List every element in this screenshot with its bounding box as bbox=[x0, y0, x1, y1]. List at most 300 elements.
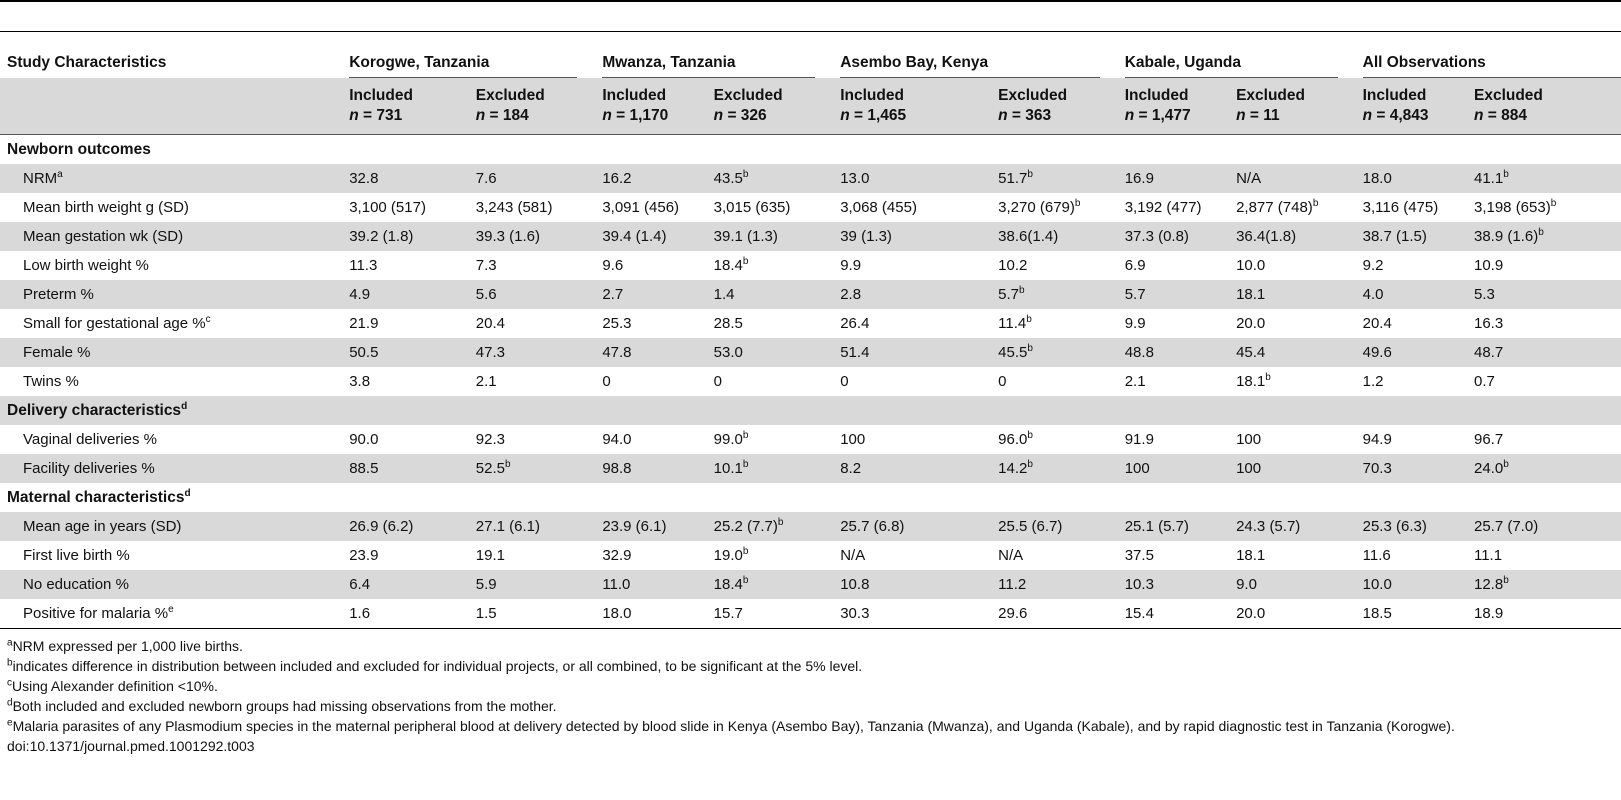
cell-value: N/A bbox=[1236, 170, 1262, 187]
cell-value: 5.6 bbox=[475, 286, 497, 303]
row-label bbox=[0, 599, 342, 629]
row-label bbox=[0, 193, 342, 222]
data-cell bbox=[991, 425, 1118, 454]
data-cell bbox=[991, 280, 1118, 309]
data-cell bbox=[1118, 338, 1229, 367]
subheader-n-value: = 731 bbox=[358, 107, 403, 124]
cell-value: 91.9 bbox=[1124, 431, 1154, 448]
data-cell bbox=[1467, 425, 1621, 454]
cell-value: 21.9 bbox=[349, 315, 379, 332]
data-cell bbox=[469, 570, 596, 599]
cell-value: 12.8 bbox=[1473, 576, 1504, 593]
cell-value: 18.1 bbox=[1236, 373, 1266, 390]
cell-value: 10.9 bbox=[1473, 257, 1504, 274]
cell-value: 1.4 bbox=[713, 286, 735, 303]
data-cell bbox=[595, 222, 706, 251]
cell-value: 100 bbox=[1124, 460, 1150, 477]
cell-value: 0 bbox=[998, 373, 1007, 390]
table-row bbox=[0, 309, 1621, 338]
data-cell bbox=[833, 280, 991, 309]
data-cell bbox=[833, 338, 991, 367]
cell-value: 100 bbox=[840, 431, 866, 448]
row-label bbox=[0, 570, 342, 599]
significance-mark: b bbox=[1550, 198, 1557, 209]
data-cell bbox=[833, 164, 991, 193]
data-cell bbox=[595, 570, 706, 599]
cell-value: 45.4 bbox=[1236, 344, 1266, 361]
data-cell bbox=[1229, 164, 1356, 193]
cell-value: 27.1 (6.1) bbox=[475, 518, 540, 535]
significance-mark: b bbox=[1503, 575, 1509, 586]
cell-value: 25.7 (7.0) bbox=[1473, 518, 1539, 535]
subheader-n-value: = 1,477 bbox=[1134, 107, 1191, 124]
data-cell bbox=[1356, 309, 1467, 338]
site-header-mwanza: Mwanza, Tanzania bbox=[595, 32, 833, 78]
cell-value: 2.8 bbox=[840, 286, 862, 303]
cell-value: 28.5 bbox=[713, 315, 743, 332]
subheader-cell bbox=[595, 78, 706, 135]
cell-value: 26.9 (6.2) bbox=[349, 518, 414, 535]
study-characteristics-table bbox=[0, 32, 1621, 629]
significance-mark: b bbox=[1027, 343, 1033, 354]
data-cell bbox=[707, 541, 834, 570]
subheader-cell bbox=[1229, 78, 1356, 135]
data-cell bbox=[1356, 222, 1467, 251]
footnote-mark: a bbox=[7, 637, 13, 649]
data-cell bbox=[1356, 251, 1467, 280]
cell-value: 13.0 bbox=[840, 170, 870, 187]
data-cell bbox=[707, 338, 834, 367]
section-label: Maternal characteristics bbox=[7, 488, 185, 506]
data-cell bbox=[469, 309, 596, 338]
cell-value: 3,243 (581) bbox=[475, 199, 553, 216]
cell-value: 18.0 bbox=[602, 605, 632, 622]
data-cell bbox=[595, 367, 706, 396]
cell-value: 25.3 bbox=[602, 315, 632, 332]
subheader-n-value: = 326 bbox=[723, 107, 767, 124]
header-row-groups bbox=[0, 78, 1621, 135]
data-cell bbox=[342, 309, 469, 338]
table-row bbox=[0, 280, 1621, 309]
data-cell bbox=[833, 251, 991, 280]
cell-value: 10.2 bbox=[998, 257, 1028, 274]
section-row bbox=[0, 135, 1621, 165]
data-cell bbox=[469, 454, 596, 483]
subheader-n-symbol: n bbox=[1362, 107, 1373, 124]
row-label-text: No education % bbox=[23, 576, 129, 593]
subheader-cell bbox=[1467, 78, 1621, 135]
data-cell bbox=[595, 193, 706, 222]
significance-mark: b bbox=[1074, 198, 1081, 209]
row-label-text: NRM bbox=[23, 170, 58, 187]
subheader-n-symbol: n bbox=[1124, 107, 1135, 124]
data-cell bbox=[1356, 425, 1467, 454]
data-cell bbox=[469, 425, 596, 454]
cell-value: 11.1 bbox=[1473, 547, 1503, 564]
site-header-korogwe: Korogwe, Tanzania bbox=[342, 32, 595, 78]
row-label-text: Mean gestation wk (SD) bbox=[23, 228, 184, 245]
subheader-cell bbox=[1356, 78, 1467, 135]
data-cell bbox=[1467, 193, 1621, 222]
data-cell bbox=[1229, 251, 1356, 280]
section-row bbox=[0, 483, 1621, 512]
cell-value: 39.1 (1.3) bbox=[713, 228, 778, 245]
subheader-cell bbox=[707, 78, 834, 135]
data-cell bbox=[1229, 512, 1356, 541]
cell-value: 47.3 bbox=[475, 344, 505, 361]
data-cell bbox=[833, 570, 991, 599]
cell-value: 38.6(1.4) bbox=[998, 228, 1059, 245]
cell-value: 18.4 bbox=[713, 576, 743, 593]
cell-value: 0 bbox=[713, 373, 723, 390]
cell-value: 99.0 bbox=[713, 431, 743, 448]
data-cell bbox=[342, 425, 469, 454]
cell-value: 10.1 bbox=[713, 460, 743, 477]
data-cell bbox=[1229, 280, 1356, 309]
data-cell bbox=[342, 280, 469, 309]
footnote-text: Malaria parasites of any Plasmodium species in the maternal peripheral blood at delivery detected by blood slide in Kenya (Asembo Bay), Tanzania (Mwanza), and Uganda (Kabale), and by rapid diagnostic test in Tanzania (Korogwe). bbox=[12, 718, 1455, 734]
row-label-text: Twins % bbox=[23, 373, 79, 390]
data-cell bbox=[469, 251, 596, 280]
footnote-mark: d bbox=[7, 697, 13, 709]
cell-value: 88.5 bbox=[349, 460, 379, 477]
significance-mark: b bbox=[742, 256, 749, 267]
data-cell bbox=[1229, 309, 1356, 338]
subheader-n-symbol: n bbox=[475, 107, 486, 124]
significance-mark: b bbox=[1027, 430, 1033, 441]
data-cell bbox=[833, 367, 991, 396]
row-label-text: Female % bbox=[23, 344, 91, 361]
data-cell bbox=[991, 222, 1118, 251]
subheader-label: Included bbox=[1124, 87, 1189, 104]
data-cell bbox=[707, 309, 834, 338]
row-label bbox=[0, 309, 342, 338]
data-cell bbox=[707, 251, 834, 280]
significance-mark: b bbox=[1538, 227, 1544, 238]
cell-value: 1.2 bbox=[1362, 373, 1384, 390]
subheader-n-symbol: n bbox=[349, 107, 359, 124]
data-cell bbox=[1356, 570, 1467, 599]
row-label bbox=[0, 425, 342, 454]
cell-value: 23.9 bbox=[349, 547, 379, 564]
subheader-n-symbol: n bbox=[840, 107, 850, 124]
cell-value: 32.9 bbox=[602, 547, 632, 564]
data-cell bbox=[707, 222, 834, 251]
cell-value: 36.4(1.8) bbox=[1236, 228, 1297, 245]
cell-value: 5.7 bbox=[998, 286, 1020, 303]
cell-value: 43.5 bbox=[713, 170, 743, 187]
cell-value: 38.7 (1.5) bbox=[1362, 228, 1427, 245]
data-cell bbox=[707, 512, 834, 541]
cell-value: 15.7 bbox=[713, 605, 743, 622]
data-cell bbox=[595, 338, 706, 367]
data-cell bbox=[1356, 164, 1467, 193]
data-cell bbox=[1118, 280, 1229, 309]
subheader-cell bbox=[1118, 78, 1229, 135]
cell-value: 10.8 bbox=[840, 576, 870, 593]
cell-value: 18.4 bbox=[713, 257, 743, 274]
data-cell bbox=[707, 425, 834, 454]
table-row bbox=[0, 454, 1621, 483]
cell-value: 10.0 bbox=[1362, 576, 1392, 593]
footnote-mark: d bbox=[181, 400, 188, 412]
row-label bbox=[0, 164, 342, 193]
subheader-cell bbox=[469, 78, 596, 135]
row-label-text: First live birth % bbox=[23, 547, 130, 564]
row-label bbox=[0, 280, 342, 309]
significance-mark: b bbox=[742, 459, 749, 470]
data-cell bbox=[469, 164, 596, 193]
data-cell bbox=[1229, 570, 1356, 599]
subheader-label: Excluded bbox=[1236, 87, 1305, 104]
data-cell bbox=[1229, 193, 1356, 222]
subheader-label: Included bbox=[349, 87, 413, 104]
data-cell bbox=[833, 222, 991, 251]
subheader-label: Included bbox=[1362, 87, 1427, 104]
cell-value: 9.6 bbox=[602, 257, 624, 274]
cell-value: 20.0 bbox=[1236, 315, 1266, 332]
data-cell bbox=[991, 164, 1118, 193]
subheader-n-value: = 1,465 bbox=[849, 107, 907, 124]
data-cell bbox=[342, 222, 469, 251]
data-cell bbox=[991, 454, 1118, 483]
data-cell bbox=[1467, 280, 1621, 309]
data-cell bbox=[1118, 454, 1229, 483]
row-label-text: Positive for malaria % bbox=[23, 605, 169, 622]
data-cell bbox=[469, 193, 596, 222]
data-cell bbox=[595, 599, 706, 629]
cell-value: 11.2 bbox=[998, 576, 1027, 593]
cell-value: 9.2 bbox=[1362, 257, 1384, 274]
significance-mark: b bbox=[777, 517, 784, 528]
significance-mark: b bbox=[742, 169, 749, 180]
subheader-cell bbox=[342, 78, 469, 135]
table-body bbox=[0, 32, 1621, 629]
data-cell bbox=[342, 193, 469, 222]
data-cell bbox=[707, 193, 834, 222]
data-cell bbox=[342, 599, 469, 629]
data-cell bbox=[595, 251, 706, 280]
cell-value: 41.1 bbox=[1473, 170, 1504, 187]
significance-mark: b bbox=[1265, 372, 1271, 383]
row-label-text: Low birth weight % bbox=[23, 257, 149, 274]
footnote-mark: c bbox=[7, 677, 12, 689]
row-label bbox=[0, 251, 342, 280]
data-cell bbox=[342, 454, 469, 483]
subheader-label: Excluded bbox=[713, 87, 783, 104]
footnote-mark: a bbox=[57, 169, 63, 180]
cell-value: 18.1 bbox=[1236, 547, 1266, 564]
data-cell bbox=[1467, 338, 1621, 367]
data-cell bbox=[707, 367, 834, 396]
cell-value: 2.7 bbox=[602, 286, 624, 303]
cell-value: 48.8 bbox=[1124, 344, 1154, 361]
data-cell bbox=[833, 193, 991, 222]
data-cell bbox=[469, 280, 596, 309]
data-cell bbox=[1229, 338, 1356, 367]
data-cell bbox=[991, 512, 1118, 541]
site-header-all-observations: All Observations bbox=[1356, 32, 1621, 78]
cell-value: 18.0 bbox=[1362, 170, 1392, 187]
cell-value: 25.7 (6.8) bbox=[840, 518, 905, 535]
data-cell bbox=[342, 512, 469, 541]
data-cell bbox=[707, 454, 834, 483]
significance-mark: b bbox=[1027, 459, 1033, 470]
cell-value: 92.3 bbox=[475, 431, 505, 448]
cell-value: 39 (1.3) bbox=[840, 228, 892, 245]
significance-mark: b bbox=[742, 430, 749, 441]
subheader-cell bbox=[833, 78, 991, 135]
subheader-n-symbol: n bbox=[713, 107, 724, 124]
significance-mark: b bbox=[1503, 459, 1509, 470]
table-row bbox=[0, 512, 1621, 541]
cell-value: 19.0 bbox=[713, 547, 743, 564]
footnote-text: Both included and excluded newborn groups had missing observations from the mother. bbox=[12, 698, 557, 714]
subheader-n-value: = 884 bbox=[1483, 107, 1527, 124]
section-label: Newborn outcomes bbox=[7, 140, 151, 158]
cell-value: 38.9 (1.6) bbox=[1473, 228, 1539, 245]
data-cell bbox=[1118, 164, 1229, 193]
data-cell bbox=[595, 454, 706, 483]
subheader-n-symbol: n bbox=[1236, 107, 1246, 124]
data-cell bbox=[833, 454, 991, 483]
cell-value: 39.2 (1.8) bbox=[349, 228, 414, 245]
cell-value: 100 bbox=[1236, 460, 1262, 477]
cell-value: 39.4 (1.4) bbox=[602, 228, 667, 245]
cell-value: 6.4 bbox=[349, 576, 371, 593]
cell-value: 29.6 bbox=[998, 605, 1028, 622]
row-label-text: Preterm % bbox=[23, 286, 94, 303]
cell-value: 25.5 (6.7) bbox=[998, 518, 1063, 535]
cell-value: 10.0 bbox=[1236, 257, 1266, 274]
subheader-n-symbol: n bbox=[1473, 107, 1484, 124]
cell-value: 3,068 (455) bbox=[840, 199, 917, 216]
table-row bbox=[0, 338, 1621, 367]
cell-value: 96.7 bbox=[1473, 431, 1504, 448]
row-label bbox=[0, 367, 342, 396]
cell-value: 1.6 bbox=[349, 605, 371, 622]
cell-value: 25.1 (5.7) bbox=[1124, 518, 1189, 535]
data-cell bbox=[1356, 338, 1467, 367]
row-label-text: Vaginal deliveries % bbox=[23, 431, 157, 448]
data-cell bbox=[1118, 599, 1229, 629]
data-cell bbox=[595, 541, 706, 570]
cell-value: 90.0 bbox=[349, 431, 379, 448]
subheader-n-value: = 1,170 bbox=[611, 107, 669, 124]
cell-value: 53.0 bbox=[713, 344, 743, 361]
significance-mark: b bbox=[1019, 285, 1025, 296]
data-cell bbox=[342, 367, 469, 396]
cell-value: 3,198 (653) bbox=[1473, 199, 1551, 216]
row-label-text: Mean age in years (SD) bbox=[23, 518, 182, 535]
cell-value: 3,270 (679) bbox=[998, 199, 1075, 216]
cell-value: 51.7 bbox=[998, 170, 1028, 187]
table-row bbox=[0, 251, 1621, 280]
cell-value: 48.7 bbox=[1473, 344, 1504, 361]
significance-mark: b bbox=[1027, 169, 1033, 180]
cell-value: 25.3 (6.3) bbox=[1362, 518, 1427, 535]
data-cell bbox=[469, 338, 596, 367]
footnote-text: NRM expressed per 1,000 live births. bbox=[12, 638, 243, 654]
data-cell bbox=[1467, 309, 1621, 338]
cell-value: 3,100 (517) bbox=[349, 199, 426, 216]
subheader-n-symbol: n bbox=[998, 107, 1008, 124]
cell-value: 20.4 bbox=[475, 315, 505, 332]
data-cell bbox=[833, 425, 991, 454]
data-cell bbox=[991, 541, 1118, 570]
data-cell bbox=[991, 251, 1118, 280]
subheader-label: Included bbox=[840, 87, 904, 104]
section-heading bbox=[0, 483, 1621, 512]
data-cell bbox=[1118, 222, 1229, 251]
subheader-n-value: = 4,843 bbox=[1372, 107, 1429, 124]
table-row bbox=[0, 193, 1621, 222]
cell-value: 1.5 bbox=[475, 605, 497, 622]
significance-mark: b bbox=[1312, 198, 1319, 209]
significance-mark: b bbox=[742, 546, 749, 557]
cell-value: 11.4 bbox=[998, 315, 1027, 332]
subheader-label: Excluded bbox=[998, 87, 1068, 104]
cell-value: 30.3 bbox=[840, 605, 870, 622]
data-cell bbox=[469, 222, 596, 251]
cell-value: 3,192 (477) bbox=[1124, 199, 1202, 216]
row-label-text: Facility deliveries % bbox=[23, 460, 155, 477]
data-cell bbox=[1118, 541, 1229, 570]
data-cell bbox=[1467, 454, 1621, 483]
cell-value: 0.7 bbox=[1473, 373, 1495, 390]
data-cell bbox=[1229, 425, 1356, 454]
cell-value: 45.5 bbox=[998, 344, 1028, 361]
cell-value: 9.9 bbox=[840, 257, 862, 274]
data-cell bbox=[595, 164, 706, 193]
footnote bbox=[7, 656, 1607, 676]
cell-value: 16.3 bbox=[1473, 315, 1504, 332]
cell-value: 100 bbox=[1236, 431, 1262, 448]
footnote bbox=[7, 716, 1607, 736]
data-cell bbox=[1356, 367, 1467, 396]
row-label bbox=[0, 338, 342, 367]
cell-value: 47.8 bbox=[602, 344, 632, 361]
cell-value: 2.1 bbox=[1124, 373, 1146, 390]
subheader-n-value: = 184 bbox=[485, 107, 529, 124]
data-cell bbox=[1356, 454, 1467, 483]
data-cell bbox=[707, 599, 834, 629]
cell-value: 94.9 bbox=[1362, 431, 1392, 448]
cell-value: 7.3 bbox=[475, 257, 497, 274]
cell-value: 15.4 bbox=[1124, 605, 1154, 622]
cell-value: 18.9 bbox=[1473, 605, 1504, 622]
section-heading bbox=[0, 396, 1621, 425]
cell-value: 9.9 bbox=[1124, 315, 1146, 332]
data-cell bbox=[342, 338, 469, 367]
row-label bbox=[0, 454, 342, 483]
data-cell bbox=[707, 570, 834, 599]
significance-mark: b bbox=[1026, 314, 1032, 325]
table-row bbox=[0, 222, 1621, 251]
table-row bbox=[0, 599, 1621, 629]
cell-value: 18.1 bbox=[1236, 286, 1266, 303]
cell-value: N/A bbox=[840, 547, 866, 564]
footnote-mark: e bbox=[168, 604, 174, 615]
data-cell bbox=[1118, 251, 1229, 280]
footnote bbox=[7, 676, 1607, 696]
cell-value: 24.3 (5.7) bbox=[1236, 518, 1301, 535]
top-rule bbox=[0, 0, 1621, 2]
section-label: Delivery characteristics bbox=[7, 401, 182, 419]
data-cell bbox=[707, 164, 834, 193]
cell-value: 0 bbox=[840, 373, 849, 390]
cell-value: 94.0 bbox=[602, 431, 632, 448]
